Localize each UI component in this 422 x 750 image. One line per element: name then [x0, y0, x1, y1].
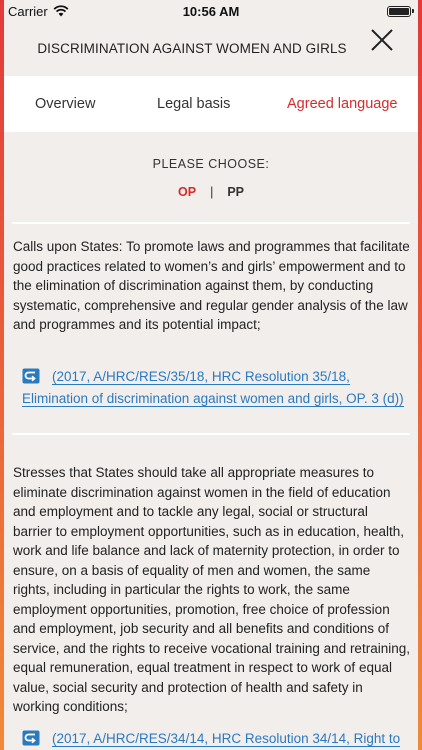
- carrier-label: Carrier: [8, 3, 48, 19]
- entry-reference[interactable]: [22, 366, 408, 410]
- status-time: 10:56 AM: [182, 3, 240, 19]
- header: [0, 22, 422, 74]
- tab-overview[interactable]: Overview: [35, 96, 96, 112]
- page-title: DISCRIMINATION AGAINST WOMEN AND GIRLS: [37, 40, 347, 56]
- entry-text: Stresses that States should take all appropriate measures to eliminate discrimination against women in the field of education and employment and to tackle any legal, social or structural barrier to employment opportunities, such as in education, health, work and life balance and lack of maternity protection, in order to ensure, on a basis of equality of men and women, the same rights, including in particular the rights to work, the same employment opportunities, promotion, free choice of profession and employment, job security and all benefits and conditions of service, and the rights to receive vocational training and retraining, equal remuneration, equal treatment in respect to work of equal value, social security and protection of health and safety in working conditions;: [13, 465, 410, 714]
- link-arrow-icon: [22, 730, 40, 746]
- choose-options: [0, 185, 422, 199]
- divider: [12, 433, 410, 435]
- choose-separator: |: [210, 185, 214, 199]
- pp-button[interactable]: PP: [227, 185, 244, 199]
- battery-body: [387, 6, 411, 17]
- status-bar: [0, 0, 422, 22]
- choose-label: PLEASE CHOOSE:: [152, 157, 270, 171]
- tab-legal-basis[interactable]: Legal basis: [157, 96, 231, 112]
- tab-agreed-language[interactable]: Agreed language: [287, 96, 398, 112]
- battery-fill: [389, 8, 409, 15]
- frame-right-edge: [418, 0, 422, 750]
- frame-left-edge: [0, 0, 4, 750]
- op-button[interactable]: OP: [178, 185, 197, 199]
- battery-tip: [412, 9, 414, 13]
- reference-link[interactable]: (2017, A/HRC/RES/34/14, HRC Resolution 34/14, Right to: [52, 731, 401, 746]
- close-icon[interactable]: [368, 26, 396, 54]
- link-arrow-icon: [22, 368, 40, 384]
- reference-link[interactable]: (2017, A/HRC/RES/35/18, HRC Resolution 35/18, Elimination of discrimination against women and girls, OP. 3 (d)): [22, 369, 404, 406]
- battery-icon: [387, 6, 414, 17]
- entry-text: Calls upon States: To promote laws and programmes that facilitate good practices related to women’s and girls’ empowerment and to the elimination of discrimination against them, by conducting systematic, comprehensive and regular gender analysis of the law and programmes and its potential impact;: [13, 239, 410, 332]
- divider: [12, 222, 410, 224]
- tab-bar: [4, 76, 418, 132]
- entry-reference[interactable]: [22, 728, 408, 750]
